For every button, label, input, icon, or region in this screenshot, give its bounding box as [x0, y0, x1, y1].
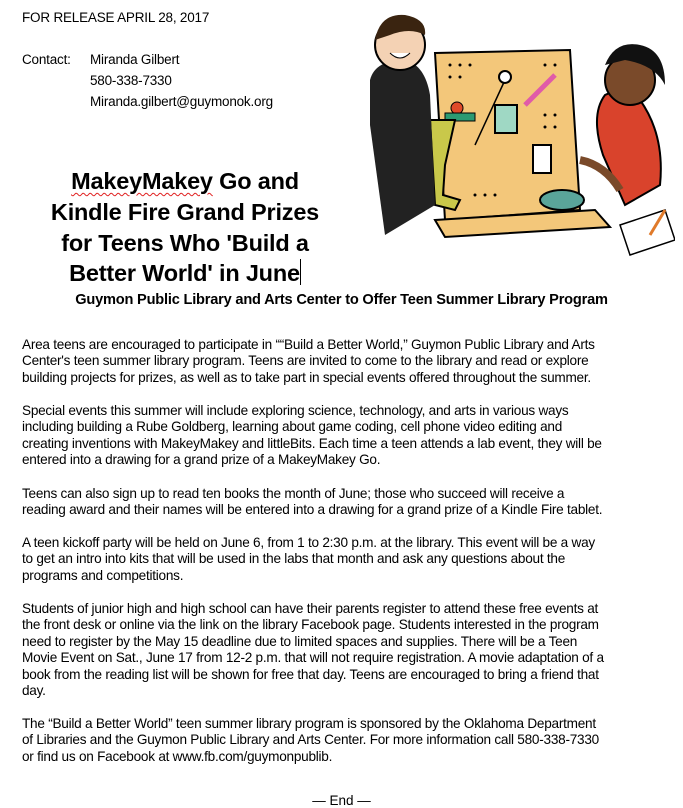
contact-name: Miranda Gilbert [90, 52, 180, 67]
contact-label: Contact: [22, 52, 71, 67]
text-line: programs and competitions. [22, 567, 184, 583]
teens-building-illustration [365, 5, 675, 265]
headline-line2: Kindle Fire Grand Prizes [50, 198, 320, 225]
text-line: creating inventions with MakeyMakey and littleBits. Each time a teen attends a lab event, they will be [22, 435, 602, 451]
paragraph-5 [22, 601, 604, 699]
headline-line1-brand: MakeyMakey [71, 168, 213, 194]
text-line: Movie Event on Sat., June 17 from 12-2 p.m. that will not require registration. A movie adaptation of a [22, 650, 604, 666]
headline-line1-rest: Go and [212, 168, 299, 194]
paragraph-3 [22, 486, 602, 519]
text-cursor [300, 259, 301, 285]
headline-line4: Better World' in June [69, 260, 300, 287]
text-line: book from the reading list will be shown for free that day. Teens are encouraged to bring a friend that [22, 666, 599, 682]
text-line: Special events this summer will include exploring science, technology, and arts in various ways [22, 403, 569, 418]
text-line: the front desk or online via the link on the library Facebook page. Students interested in the program [22, 617, 599, 633]
text-line: A teen kickoff party will be held on June 6, from 1 to 2:30 p.m. at the library. This event will be a way [22, 535, 595, 550]
contact-email: Miranda.gilbert@guymonok.org [90, 94, 273, 109]
text-line: The “Build a Better World” teen summer library program is sponsored by the Oklahoma Department [22, 716, 596, 731]
subtitle: Guymon Public Library and Arts Center to Offer Teen Summer Library Program [75, 292, 608, 308]
contact-phone: 580-338-7330 [90, 73, 172, 88]
text-line: Area teens are encouraged to participate in ““Build a Better World,” Guymon Public Library and Arts [22, 337, 595, 352]
paragraph-6 [22, 716, 599, 765]
text-line: reading award and their names will be entered into a drawing for a grand prize of a Kindle Fire tablet. [22, 502, 603, 518]
end-marker: — End — [312, 793, 371, 808]
paragraph-1 [22, 337, 595, 386]
text-line: building projects for prizes, as well as to take part in special events offered throughout the summer. [22, 369, 591, 385]
headline-line3: for Teens Who 'Build a [61, 229, 309, 256]
text-line: Center's teen summer library program. Teens are invited to come to the library and read or explore [22, 353, 589, 369]
headline [10, 166, 360, 289]
text-line: including building a Rube Goldberg, learning about game coding, cell phone video editing and [22, 419, 563, 435]
text-line: to get an intro into kits that will be used in the labs that month and ask any questions about the [22, 551, 566, 567]
paragraph-2 [22, 403, 602, 469]
text-line: need to register by the May 15 deadline due to limited spaces and supplies. There will be a Teen [22, 633, 578, 649]
text-line: day. [22, 682, 46, 698]
release-date: FOR RELEASE APRIL 28, 2017 [22, 10, 210, 25]
text-line: of Libraries and the Guymon Public Library and Arts Center. For more information call 580-338-7330 [22, 732, 599, 748]
text-line: Students of junior high and high school can have their parents register to attend these free events at [22, 601, 599, 616]
text-line: or find us on Facebook at www.fb.com/guymonpublib. [22, 748, 333, 764]
text-line: Teens can also sign up to read ten books the month of June; those who succeed will receive a [22, 486, 565, 501]
text-line: entered into a drawing for a grand prize of a MakeyMakey Go. [22, 452, 381, 468]
paragraph-4 [22, 535, 595, 584]
